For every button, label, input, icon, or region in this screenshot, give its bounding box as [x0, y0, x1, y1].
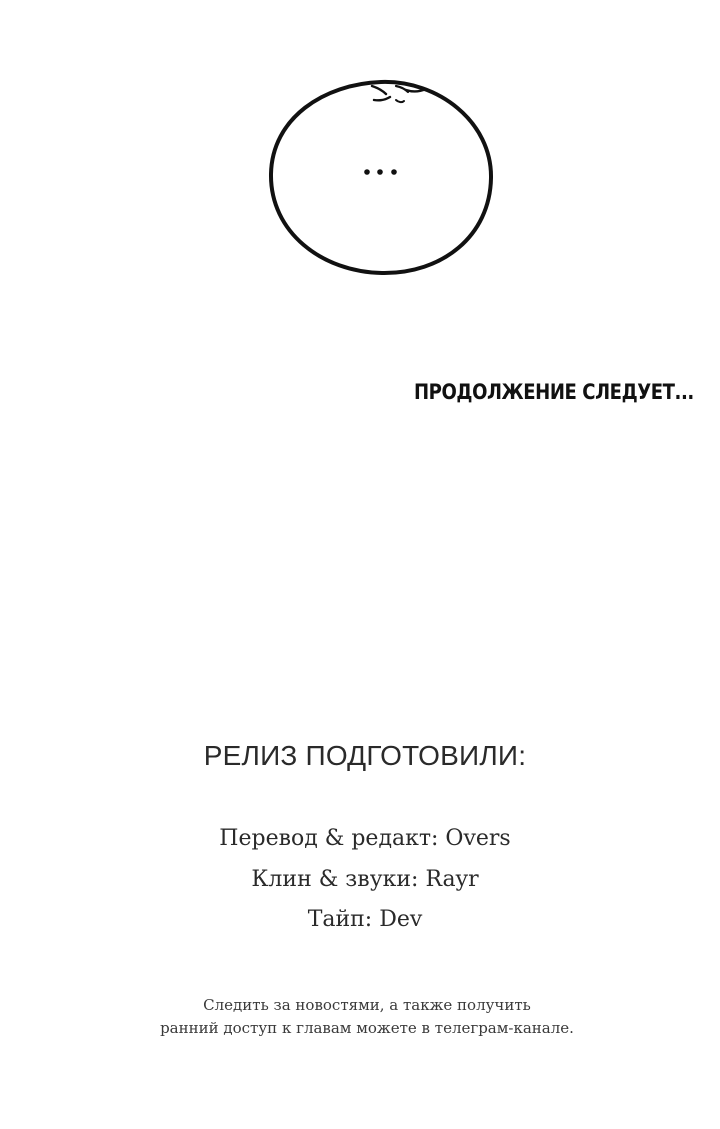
ellipsis-dots [364, 169, 397, 175]
sleepy-round-face-icon [262, 70, 500, 282]
credit-clean-sounds: Клин & звуки: Rayr [251, 867, 479, 892]
credit-typeset: Тайп: Dev [307, 907, 423, 932]
telegram-note-line-1: Следить за новостями, а также получить [203, 996, 531, 1014]
credit-translation-edit: Перевод & редакт: Overs [219, 826, 511, 851]
telegram-note-line-2: ранний доступ к главам можете в телеграм-канале. [160, 1019, 574, 1037]
to-be-continued-text: ПРОДОЛЖЕНИЕ СЛЕДУЕТ... [414, 380, 694, 404]
credits-title: РЕЛИЗ ПОДГОТОВИЛИ: [203, 740, 527, 771]
